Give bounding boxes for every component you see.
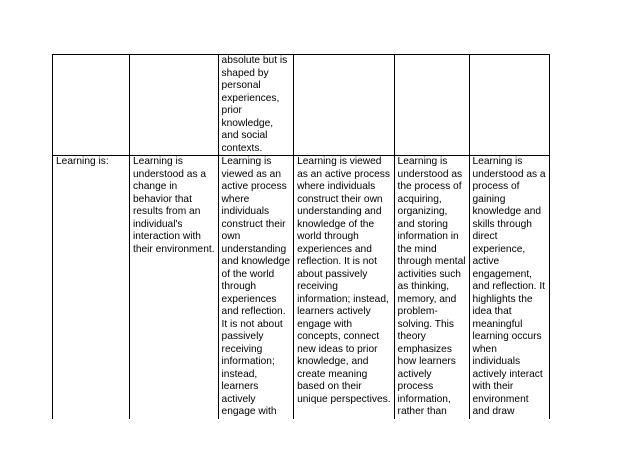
table-cell-empty (130, 55, 219, 156)
cell-text-line: and storing (397, 218, 448, 230)
cell-text-line: with their (472, 381, 514, 392)
cell-text-line: gaining (472, 193, 506, 205)
cell-text-line: construct their own (297, 193, 383, 205)
cell-text-line: highlights the (472, 293, 533, 305)
cell-text-line: as thinking, (397, 281, 450, 292)
cell-text-line: acquiring, (397, 193, 442, 205)
cell-text-line: as an active process (297, 168, 390, 180)
table-cell-empty (294, 55, 394, 156)
cell-text-line: prior (221, 105, 242, 116)
cell-text-line: where individuals (297, 181, 376, 192)
table-cell-empty (53, 55, 130, 156)
cell-text-line: and social (221, 130, 268, 141)
cell-text-line: create meaning (297, 368, 368, 380)
cell-text-line: where (221, 193, 250, 205)
cell-text-line: the process of (397, 181, 462, 192)
cell-text-line: organizing, (397, 206, 448, 217)
cell-text-line: instead, (221, 368, 258, 380)
comparison-table (52, 54, 550, 419)
table-row-learning-is (53, 156, 550, 419)
cell-text-line: about passively (297, 268, 368, 280)
table-cell-empty (394, 55, 469, 156)
cell-text-line: knowledge and (472, 206, 542, 217)
cell-text-line: environment (472, 393, 529, 405)
cell-text-line: information, (397, 393, 451, 405)
cell-text-line: their environment. (133, 243, 215, 255)
cell-text-line: reflection. It is not (297, 256, 377, 267)
cell-text-line: individuals (472, 356, 521, 367)
cell-text-line: understood as a (472, 168, 546, 180)
row-label-learning-is: Learning is: (53, 156, 130, 419)
table-cell-constructivism-continued (218, 55, 294, 156)
cell-text-line: own (221, 231, 241, 242)
cell-text-line: change in (133, 181, 178, 192)
cell-text-line: receiving (297, 281, 338, 292)
cell-text-line: understanding and (297, 206, 382, 217)
cell-text-line: Learning is (472, 156, 523, 167)
cell-text-line: interaction with (133, 231, 201, 242)
cell-text-line: new ideas to prior (297, 343, 378, 355)
cell-text-line: problem- (397, 306, 438, 317)
cell-text-line: information; instead, (297, 293, 389, 305)
table-row-continuation (53, 55, 550, 156)
cell-text-line: Learning is (397, 156, 448, 167)
cell-text-line: learning occurs (472, 331, 542, 342)
cell-text-line: and reflection. (221, 306, 286, 317)
cell-text-line: how learners (397, 356, 456, 367)
cell-text-line: understanding (221, 243, 287, 255)
cell-text-line: skills through (472, 218, 532, 230)
cell-text-line: actively interact (472, 368, 543, 380)
table-cell-behaviorism (130, 156, 219, 419)
cell-text-line: active (472, 256, 500, 267)
cell-text-line: through (221, 281, 257, 292)
cell-text-line: shaped by (221, 67, 269, 79)
cell-text-line: and reflection. It (472, 281, 546, 292)
cell-text-line: engage with (297, 318, 353, 330)
cell-text-line: information in (397, 231, 459, 242)
cell-text-line: active process (221, 181, 287, 192)
cell-text-line: contexts. (221, 142, 263, 154)
cell-text-line: construct their (221, 218, 286, 230)
cell-text-line: idea that (472, 306, 512, 317)
cell-text-line: knowledge, (221, 117, 274, 129)
cell-text-line: results from an (133, 206, 201, 217)
cell-text-line: theory (397, 331, 426, 342)
cell-text-line: Learning is viewed (297, 156, 382, 167)
cell-text-line: learners actively (297, 306, 371, 317)
cell-text-line: concepts, connect (297, 331, 380, 342)
cell-text-line: process (397, 381, 434, 392)
cell-text-line: rather than (397, 406, 447, 417)
cell-text-line: actively (221, 393, 256, 405)
cell-text-line: understood as (397, 168, 463, 180)
cell-text-line: meaningful (472, 318, 523, 330)
cell-text-line: personal (221, 80, 261, 91)
cell-text-line: through mental (397, 256, 466, 267)
table-cell-cognitivism (394, 156, 469, 419)
cell-text-line: information; (221, 356, 275, 367)
cell-text-line: engage with (221, 406, 277, 417)
cell-text-line: of the world (221, 268, 275, 280)
cell-text-line: world through (297, 231, 359, 242)
cell-text-line: when (472, 343, 497, 355)
cell-text-line: learners (221, 381, 259, 392)
cell-text-line: understood as a (133, 168, 207, 180)
cell-text-line: experiences and (297, 243, 372, 255)
cell-text-line: based on their (297, 381, 362, 392)
cell-text-line: emphasizes (397, 343, 452, 355)
cell-text-line: receiving (221, 343, 263, 355)
table-cell-social-constructivism (294, 156, 394, 419)
cell-text-line: engagement, (472, 268, 532, 280)
cell-text-line: experiences, (221, 92, 280, 104)
cell-text-line: activities such (397, 268, 461, 280)
table-cell-empty (469, 55, 549, 156)
table-cell-experiential (469, 156, 549, 419)
cell-text-line: viewed as an (221, 168, 282, 180)
cell-text-line: experiences (221, 293, 277, 305)
cell-text-line: absolute but is (221, 55, 288, 66)
cell-text-line: behavior that (133, 193, 192, 205)
cell-text-line: individual's (133, 218, 183, 230)
cell-text-line: knowledge of the (297, 218, 375, 230)
cell-text-line: and draw (472, 406, 515, 417)
cell-text-line: passively (221, 331, 264, 342)
cell-text-line: the mind (397, 243, 437, 255)
cell-text-line: solving. This (397, 318, 454, 330)
cell-text-line: process of (472, 181, 520, 192)
cell-text-line: experience, (472, 243, 526, 255)
cell-text-line: and knowledge (221, 256, 291, 267)
cell-text-line: unique perspectives. (297, 393, 391, 405)
cell-text-line: memory, and (397, 293, 457, 305)
table-cell-constructivism (218, 156, 294, 419)
cell-text-line: direct (472, 231, 498, 242)
cell-text-line: Learning is (221, 156, 272, 167)
cell-text-line: It is not about (221, 318, 283, 330)
cell-text-line: individuals (221, 206, 270, 217)
cell-text-line: actively (397, 368, 432, 380)
cell-text-line: knowledge, and (297, 356, 369, 367)
cell-text-line: Learning is (133, 156, 183, 167)
